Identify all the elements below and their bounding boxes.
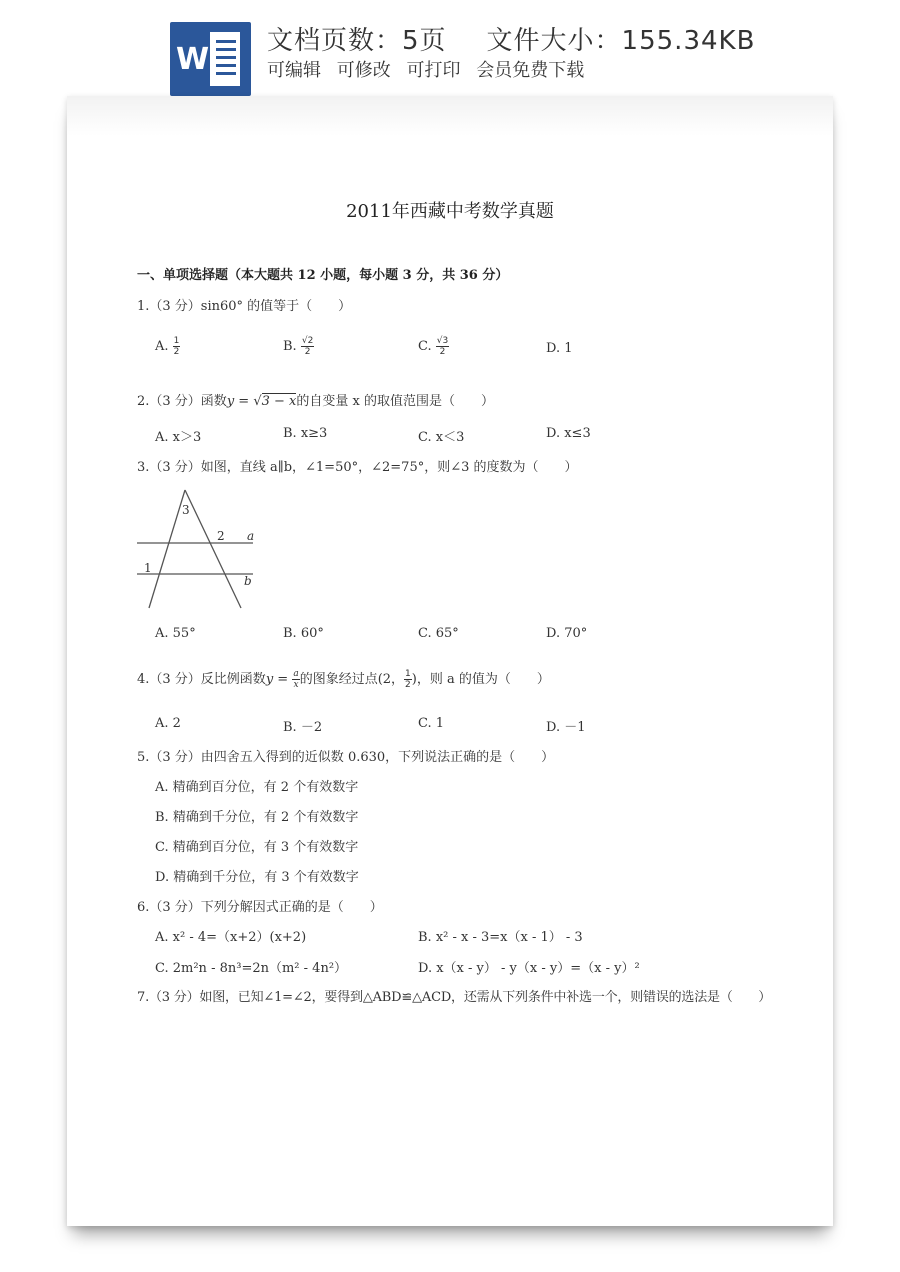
question-5-stem: 5.（3 分）由四舍五入得到的近似数 0.630，下列说法正确的是（ ） [137, 750, 555, 765]
feature-modifiable: 可修改 [336, 60, 391, 81]
question-6-option-c: C. 2m²n - 8n³=2n（m² - 4n²） [155, 961, 348, 976]
line-b-label: b [244, 574, 252, 588]
question-1-option-c: C. $\frac{√3}{2}$ [418, 336, 449, 357]
question-2-option-d: D. x≤3 [546, 426, 591, 441]
question-6-option-a: A. x² - 4=（x+2）(x+2) [155, 930, 307, 945]
file-stats [267, 20, 755, 57]
question-5-option-b: B. 精确到千分位，有 2 个有效数字 [155, 810, 359, 825]
section-heading: 一、单项选择题（本大题共 12 小题，每小题 3 分，共 36 分） [137, 268, 509, 283]
question-1-option-a: A. $\frac{1}{2}$ [155, 336, 180, 357]
question-5-option-d: D. 精确到千分位，有 3 个有效数字 [155, 870, 359, 885]
question-2-option-a: A. x＞3 [155, 430, 202, 445]
angle-2-label: 2 [217, 529, 225, 543]
question-6-stem: 6.（3 分）下列分解因式正确的是（ ） [137, 900, 383, 915]
question-2-option-c: C. x＜3 [418, 430, 465, 445]
page-title: 2011年西藏中考数学真题 [346, 201, 554, 222]
document-page [67, 96, 833, 1226]
question-5-option-c: C. 精确到百分位，有 3 个有效数字 [155, 840, 359, 855]
question-7-stem: 7.（3 分）如图，已知∠1=∠2，要得到△ABD≌△ACD，还需从下列条件中补选一个，则错误的选法是（ ） [137, 990, 772, 1005]
feature-list [267, 56, 594, 82]
question-5-option-a: A. 精确到百分位，有 2 个有效数字 [155, 780, 359, 795]
word-document-icon: W [170, 22, 251, 96]
parallel-lines-figure [135, 486, 260, 611]
question-2-stem: 2.（3 分）函数y = √3 − x的自变量 x 的取值范围是（ ） [137, 394, 494, 409]
question-1-option-d: D. 1 [546, 341, 573, 356]
question-6-option-b: B. x² - x - 3=x（x - 1） - 3 [418, 930, 583, 945]
question-4-option-d: D. －1 [546, 720, 586, 735]
angle-1-label: 1 [144, 561, 152, 575]
question-3-option-a: A. 55° [155, 626, 196, 641]
feature-printable: 可打印 [406, 60, 461, 81]
question-6-option-d: D. x（x - y） - y（x - y）=（x - y）² [418, 961, 640, 976]
question-1-option-b: B. $\frac{√2}{2}$ [283, 336, 314, 357]
feature-editable: 可编辑 [267, 60, 321, 81]
question-3-stem: 3.（3 分）如图，直线 a∥b，∠1=50°，∠2=75°，则∠3 的度数为（ ） [137, 460, 578, 475]
question-3-option-c: C. 65° [418, 626, 459, 641]
page-count: 文档页数：5页 [267, 26, 447, 56]
question-3-option-d: D. 70° [546, 626, 588, 641]
angle-3-label: 3 [182, 503, 190, 517]
question-4-option-a: A. 2 [155, 716, 181, 731]
question-4-option-b: B. －2 [283, 720, 323, 735]
line-a-label: a [247, 529, 255, 543]
question-4-option-c: C. 1 [418, 716, 445, 731]
file-size: 文件大小：155.34KB [486, 26, 756, 56]
question-1-stem: 1.（3 分）sin60° 的值等于（ ） [137, 299, 352, 314]
question-2-option-b: B. x≥3 [283, 426, 328, 441]
question-3-option-b: B. 60° [283, 626, 324, 641]
transversal-left [149, 490, 185, 608]
transversal-right [185, 490, 241, 608]
question-4-stem: 4.（3 分）反比例函数y = $\frac{a}{x}$ 的图象经过点(2， $\frac{1}{2}$ )，则 a 的值为（ ） [137, 669, 550, 690]
feature-member-download: 会员免费下载 [476, 60, 585, 81]
document-info-banner [0, 0, 900, 100]
